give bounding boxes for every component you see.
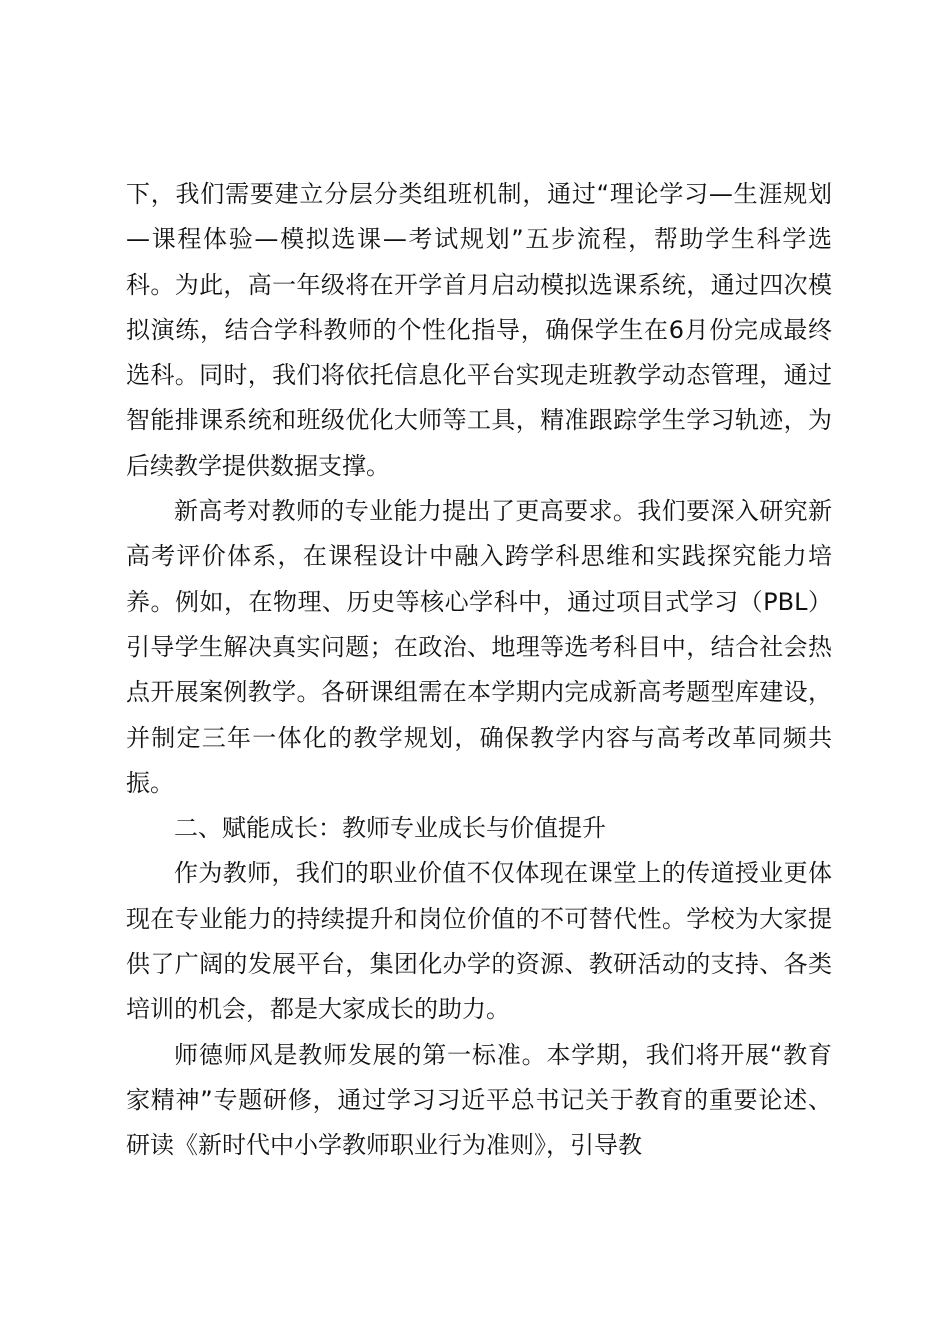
paragraph-career-value: 作为教师，我们的职业价值不仅体现在课堂上的传道授业更体现在专业能力的持续提升和岗位价值的不可替代性。学校为大家提供了广阔的发展平台，集团化办学的资源、教研活动的支持、各类培训的机会，都是大家成长的助力。 — [126, 859, 832, 1024]
paragraph-continuation: 下，我们需要建立分层分类组班机制，通过“理论学习—生涯规划—课程体验—模拟选课—考试规划”五步流程，帮助学生科学选科。为此，高一年级将在开学首月启动模拟选课系统，通过四次模拟演练，结合学科教师的个性化指导，确保学生在6月份完成最终选科。同时，我们将依托信息化平台实现走班教学动态管理，通过智能排课系统和班级优化大师等工具，精准跟踪学生学习轨迹，为后续教学提供数据支撑。 — [126, 180, 832, 480]
document-body — [126, 172, 832, 1169]
section-heading: 二、赋能成长：教师专业成长与价值提升 — [174, 814, 606, 843]
paragraph-teacher-ability: 新高考对教师的专业能力提出了更高要求。我们要深入研究新高考评价体系，在课程设计中融入跨学科思维和实践探究能力培养。例如，在物理、历史等核心学科中，通过项目式学习（PBL）引导学生解决真实问题；在政治、地理等选考科目中，结合社会热点开展案例教学。各研课组需在本学期内完成新高考题型库建设，并制定三年一体化的教学规划，确保教学内容与高考改革同频共振。 — [126, 497, 832, 797]
paragraph-ethics: 师德师风是教师发展的第一标准。本学期，我们将开展“教育家精神”专题研修，通过学习习近平总书记关于教育的重要论述、研读《新时代中小学教师职业行为准则》，引导教 — [126, 1040, 832, 1160]
